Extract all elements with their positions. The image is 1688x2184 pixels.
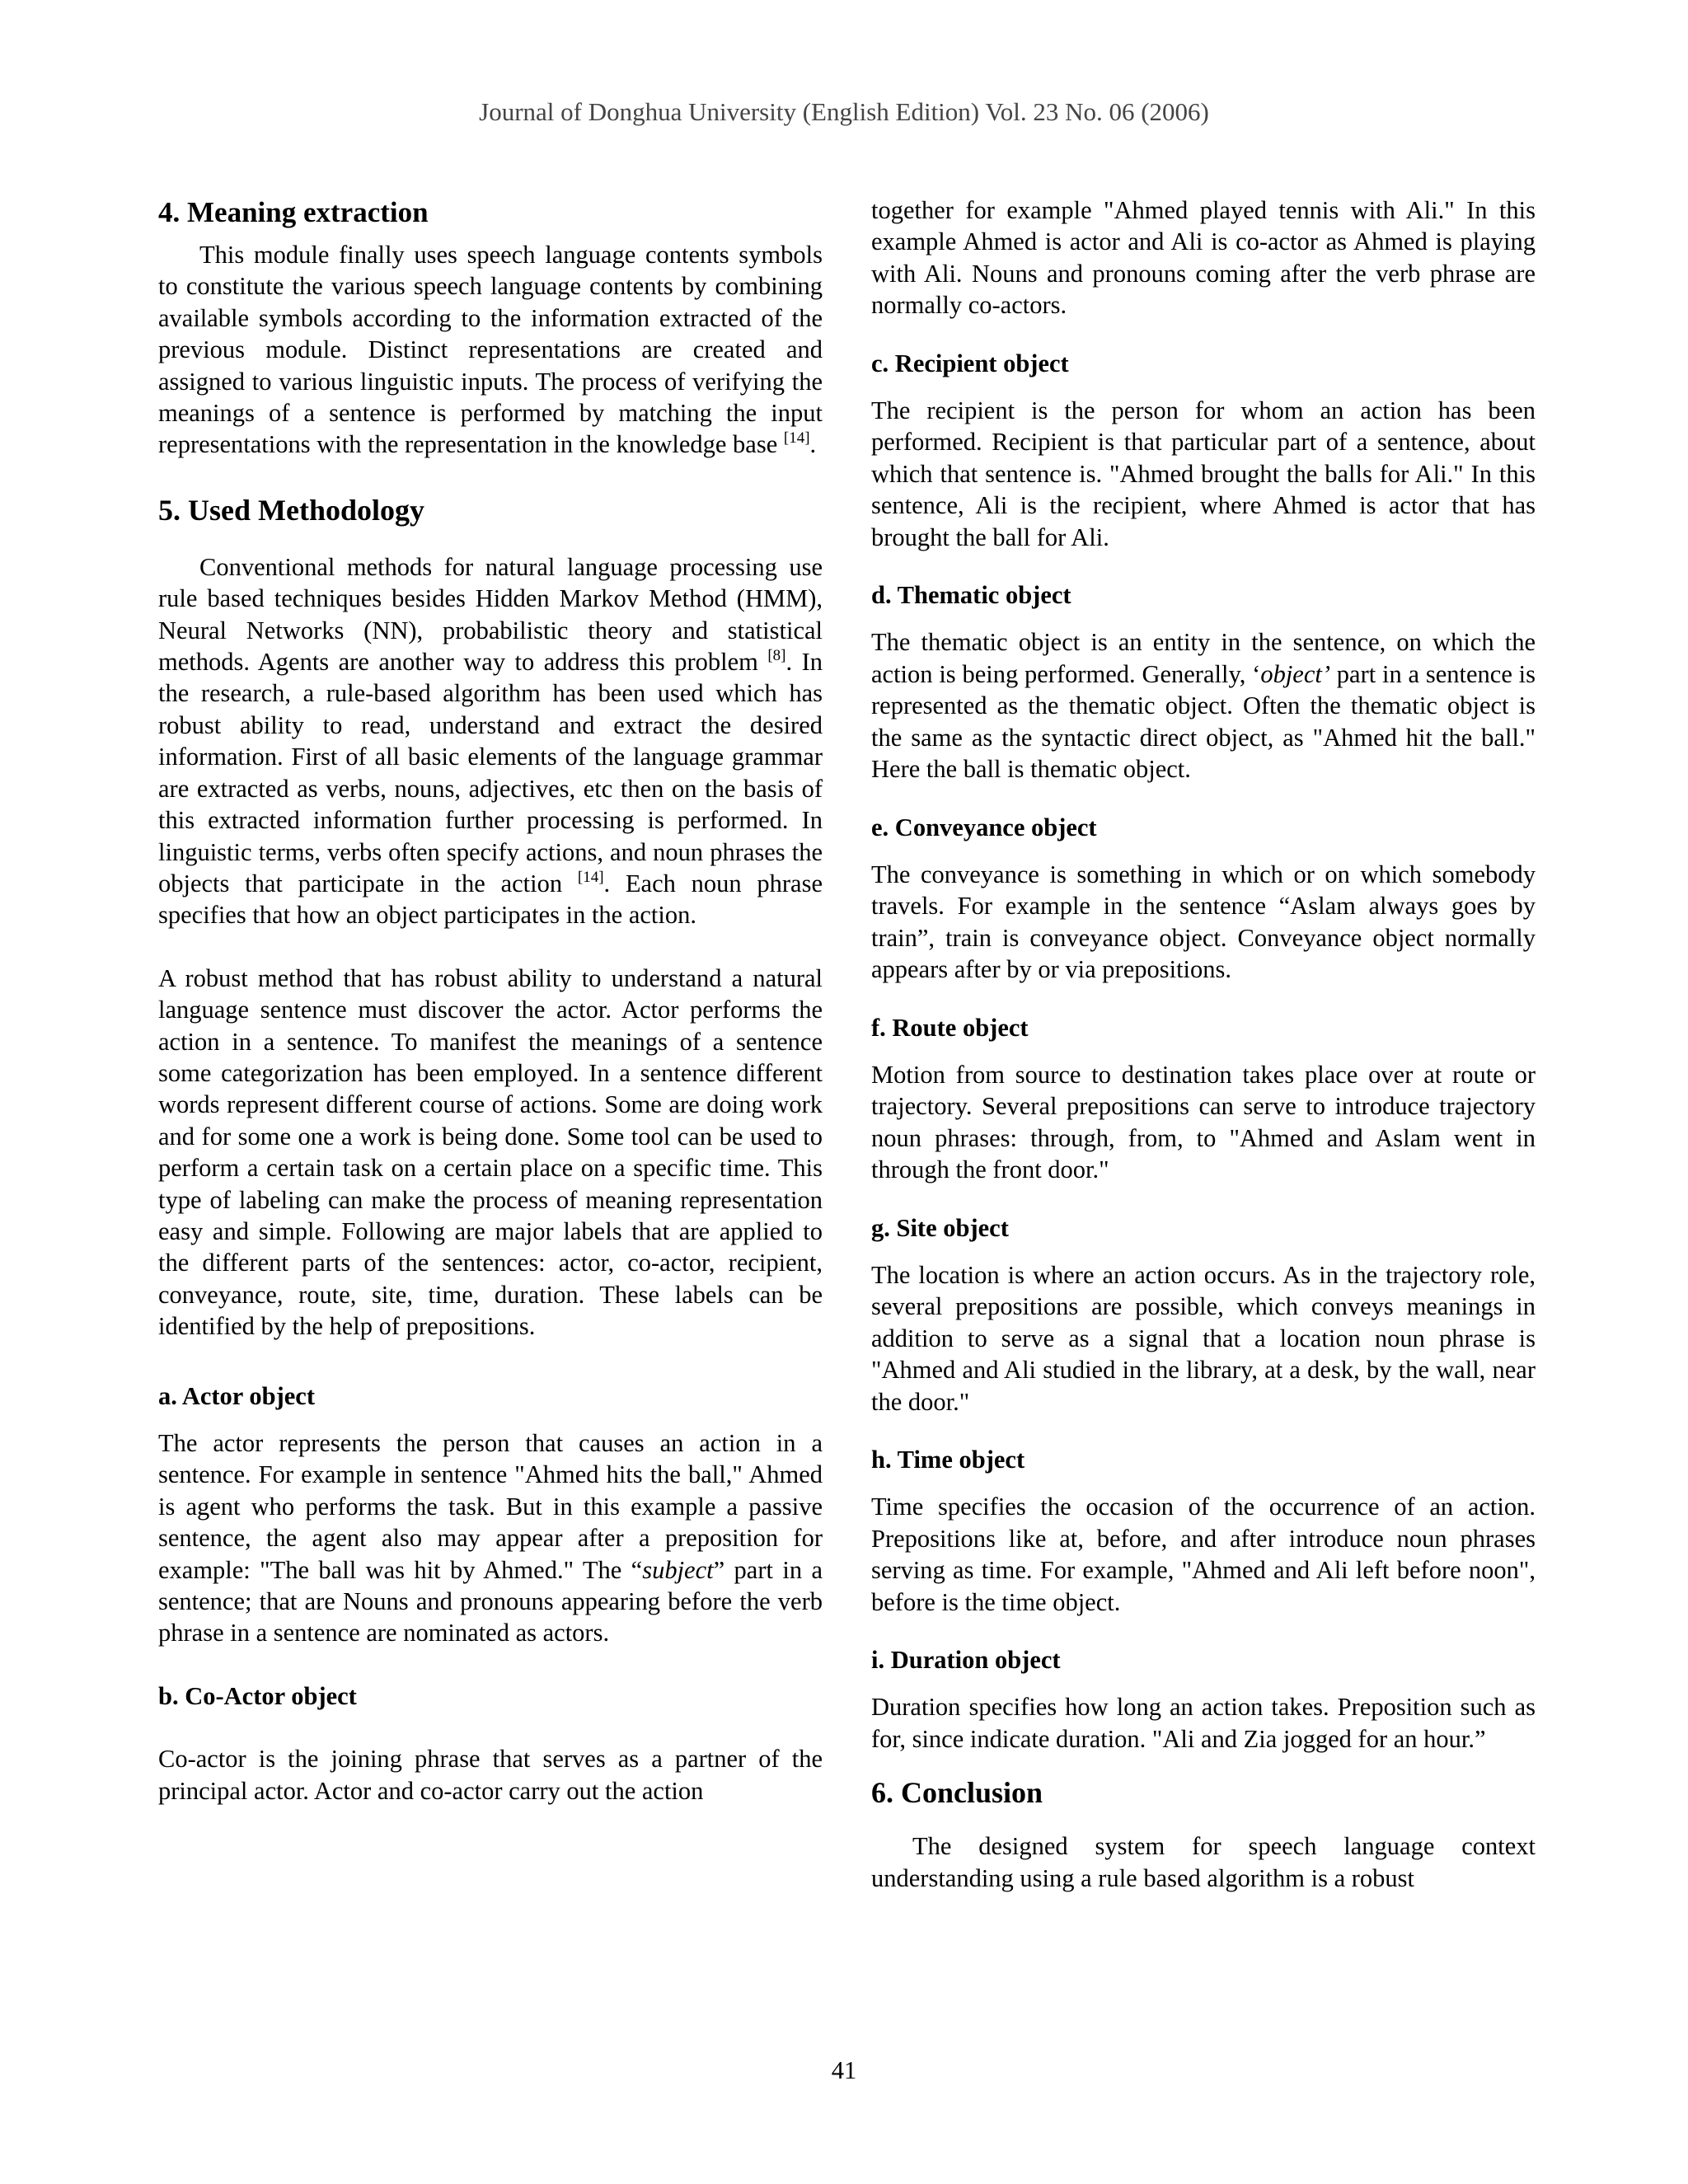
time-object-paragraph: Time specifies the occasion of the occurrence of an action. Prepositions like at, before, and after introduce noun phrases serving as time. For example, "Ahmed and Ali left before noon", before is the time object.	[871, 1493, 1536, 1616]
s4-end: .	[809, 430, 817, 459]
actor-object-paragraph	[158, 1427, 823, 1649]
s4-text: This module finally uses speech language contents symbols to constitute the various speech language contents by combining available symbols according to the information extracted of the previous module. Distinct representations are created and assigned to various linguistic inputs. The process of verifying the meanings of a sentence is performed by matching the input representations with the representation in the knowledge base	[158, 241, 823, 459]
page-number: 41	[831, 2056, 857, 2084]
section-4-paragraph	[158, 239, 823, 461]
section-5-heading: 5. Used Methodology	[158, 493, 424, 527]
s5-text-a: Conventional methods for natural language processing use rule based techniques besides Hidden Markov Method (HMM), Neural Networks (NN), probabilistic theory and statistical methods. Agents are another way to address this problem	[158, 552, 823, 677]
thematic-object-heading: d. Thematic object	[871, 581, 1071, 610]
citation-14: [14]	[783, 429, 810, 448]
actor-text-1: The actor represents the person that causes an action in a sentence. For example in sentence "Ahmed hits the ball," Ahmed is agent who performs the task. But in this example a passive sentence, the agent also may appear after a preposition for example: "The ball was hit by Ahmed." The “	[158, 1429, 823, 1584]
co-actor-paragraph: Co-actor is the joining phrase that serves as a partner of the principal actor. Actor and co-actor carry out the action	[158, 1745, 823, 1805]
thematic-text-2: part in a sentence is represented as the thematic object. Often the thematic object is the same as the syntactic direct object, as "Ahmed hit the ball." Here the ball is thematic object.	[871, 659, 1536, 784]
actor-subject-em: subject	[642, 1555, 714, 1584]
route-object-paragraph: Motion from source to destination takes place over at route or trajectory. Several prepositions can serve to introduce trajectory noun phrases: through, from, to "Ahmed and Aslam went in through the front door."	[871, 1060, 1536, 1184]
section-6-heading: 6. Conclusion	[871, 1776, 1043, 1810]
recipient-object-paragraph: The recipient is the person for whom an action has been performed. Recipient is that particular part of a sentence, about which that sentence is. "Ahmed brought the balls for Ali." In this sentence, Ali is the recipient, where Ahmed is actor that has brought the ball for Ali.	[871, 396, 1536, 551]
site-object-paragraph: The location is where an action occurs. As in the trajectory role, several prepositions are possible, which conveys meanings in addition to serve as a signal that a location noun phrase is "Ahmed and Ali studied in the library, at a desk, by the wall, near the door."	[871, 1260, 1536, 1416]
s5-text-b: . In the research, a rule-based algorithm has been used which has robust ability to read, understand and extract the desired information. First of all basic elements of the language grammar are extracted as verbs, nouns, adjectives, etc then on the basis of this extracted information further processing is performed. In linguistic terms, verbs often specify actions, and noun phrases the objects that participate in the action	[158, 648, 823, 898]
route-object-heading: f. Route object	[871, 1013, 1029, 1042]
co-actor-heading: b. Co-Actor object	[158, 1681, 357, 1710]
citation-8: [8]	[767, 647, 786, 665]
s5-text-c: . Each noun phrase specifies that how an object participates in the action.	[158, 869, 823, 930]
left-column	[158, 194, 823, 1807]
actor-text-2: ” part in a sentence; that are Nouns and pronouns appearing before the verb phrase in a sentence are nominated as actors.	[158, 1555, 823, 1647]
site-object-heading: g. Site object	[871, 1213, 1009, 1242]
conclusion-paragraph: The designed system for speech language context understanding using a rule based algorithm is a robust	[871, 1832, 1536, 1892]
thematic-object-paragraph	[871, 626, 1536, 785]
thematic-text-1: The thematic object is an entity in the sentence, on which the action is being performed. Generally, ‘	[871, 628, 1536, 688]
conveyance-object-heading: e. Conveyance object	[871, 813, 1097, 841]
thematic-object-em: object’	[1260, 659, 1330, 688]
recipient-object-heading: c. Recipient object	[871, 349, 1069, 377]
time-object-heading: h. Time object	[871, 1446, 1025, 1474]
co-actor-paragraph-cont: together for example "Ahmed played tennis with Ali." In this example Ahmed is actor and Ali is co-actor as Ahmed is playing with Ali. Nouns and pronouns coming after the verb phrase are normally co-actors.	[871, 196, 1536, 320]
section-4-heading: 4. Meaning extraction	[158, 196, 429, 228]
section-5-paragraph-1	[158, 551, 823, 931]
duration-object-heading: i. Duration object	[871, 1646, 1061, 1675]
running-head: Journal of Donghua University (English Edition) Vol. 23 No. 06 (2006)	[479, 97, 1209, 126]
actor-object-heading: a. Actor object	[158, 1381, 315, 1410]
duration-object-paragraph: Duration specifies how long an action takes. Preposition such as for, since indicate duration. "Ali and Zia jogged for an hour.”	[871, 1693, 1536, 1753]
citation-14b: [14]	[577, 868, 604, 886]
conveyance-object-paragraph: The conveyance is something in which or on which somebody travels. For example in the sentence “Aslam always goes by train”, train is conveyance object. Conveyance object normally appears after by or via prepositions.	[871, 860, 1536, 984]
right-column	[871, 194, 1536, 1894]
section-5-paragraph-2: A robust method that has robust ability to understand a natural language sentence must discover the actor. Actor performs the action in a sentence. To manifest the meanings of a sentence some categorization has been employed. In a sentence different words represent different course of actions. Some are doing work and for some one a work is being done. Some tool can be used to perform a certain task on a certain place on a specific time. This type of labeling can make the process of meaning representation easy and simple. Following are major labels that are applied to the different parts of the sentences: actor, co-actor, recipient, conveyance, route, site, time, duration. These labels can be identified by the help of prepositions.	[158, 963, 823, 1341]
